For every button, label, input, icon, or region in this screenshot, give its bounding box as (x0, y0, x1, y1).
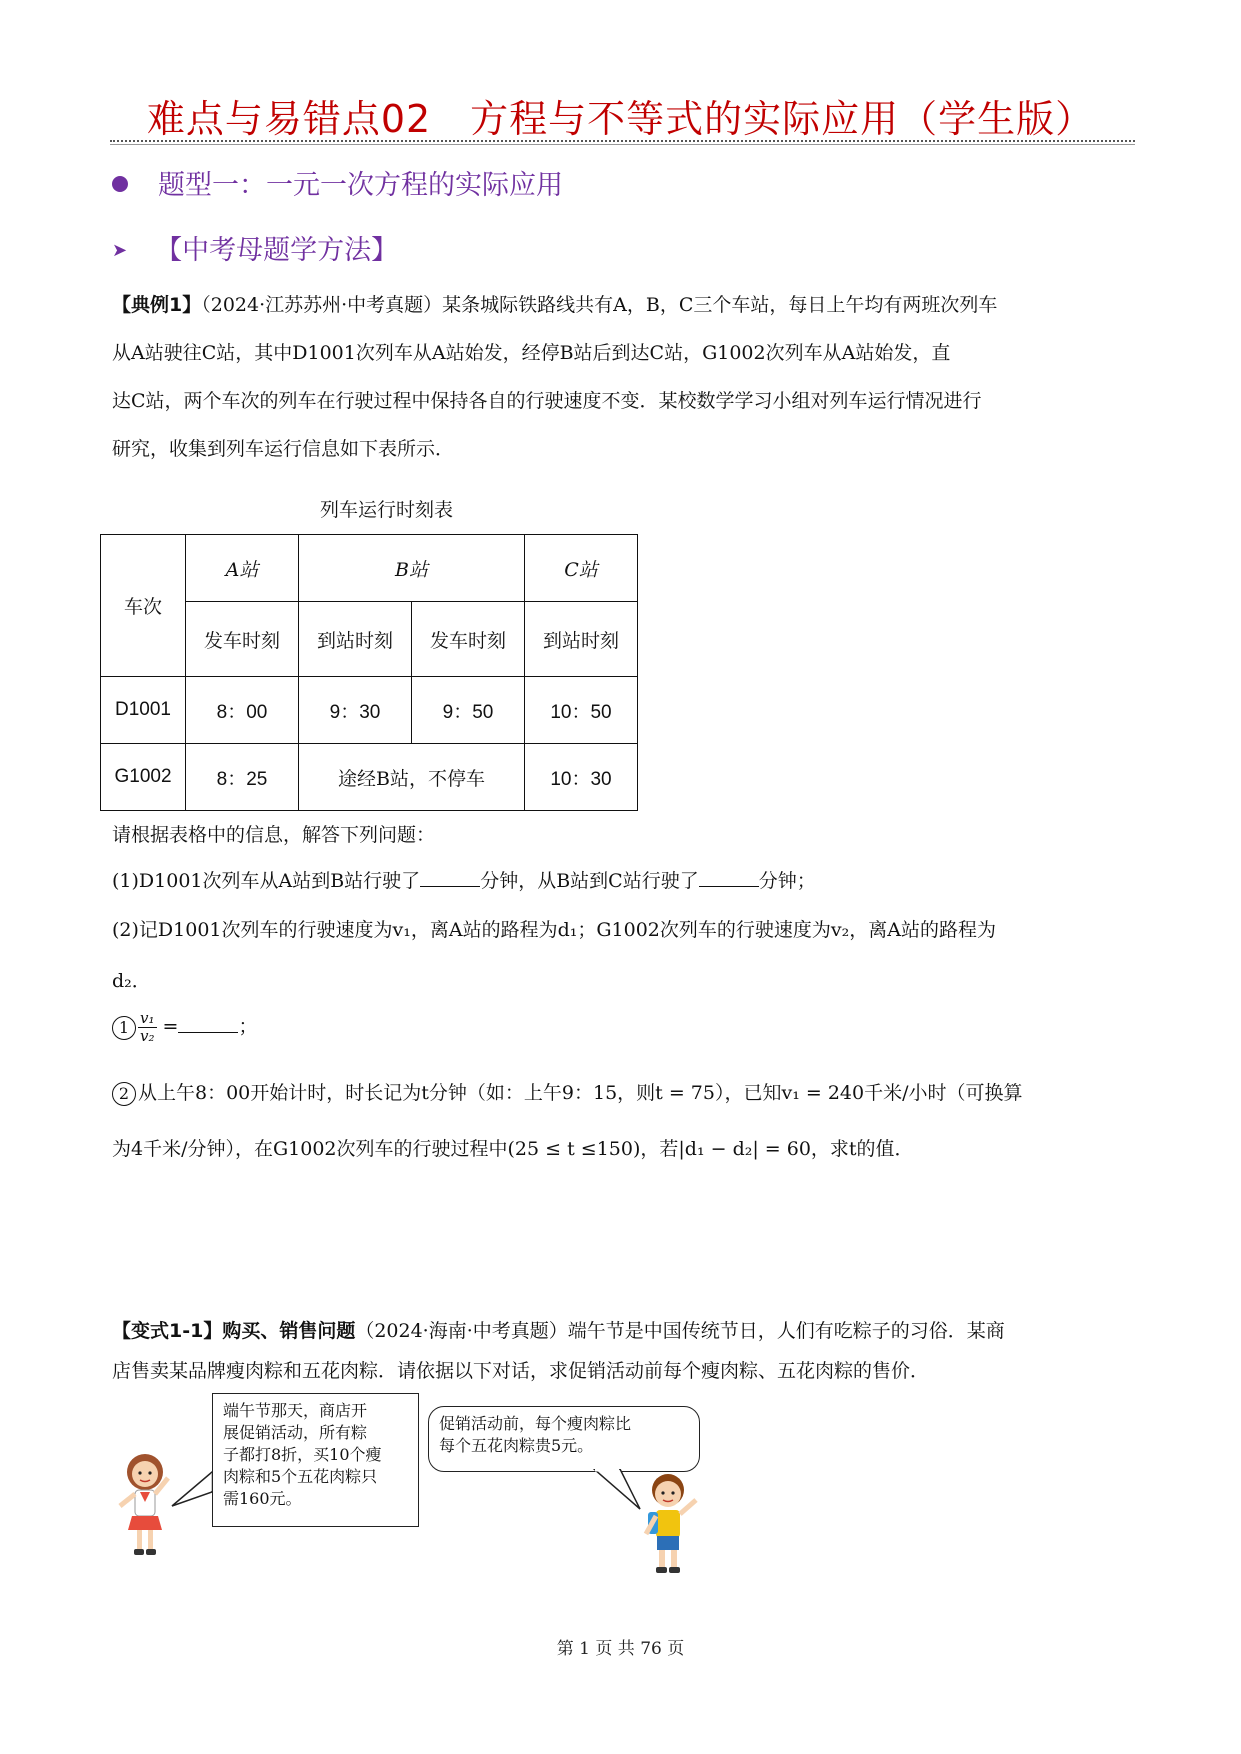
subsection-heading (112, 228, 398, 267)
header-station-a: A站 (186, 535, 299, 602)
variant-text: （2024·海南·中考真题）端午节是中国传统节日，人们有吃粽子的习俗．某商 (355, 1320, 1005, 1342)
page-number: 第 1 页 共 76 页 (556, 1639, 685, 1659)
header-a-depart: 发车时刻 (186, 602, 299, 677)
q2-2-text: 从上午8：00开始计时，时长记为t分钟（如：上午9：15，则t = 75），已知v₁ = 240千米/小时（可换算 (138, 1082, 1023, 1104)
q1-text-b: 分钟，从B站到C站行驶了 (480, 870, 699, 892)
header-c-arrive: 到站时刻 (525, 602, 638, 677)
question-2-2-line-2: 为4千米/分钟），在G1002次列车的行驶过程中(25 ≤ t ≤150)，若|d₁ − d₂| = 60，求t的值． (112, 1138, 914, 1160)
girl-speech-line: 端午节那天，商店开 (223, 1401, 368, 1420)
cell-c-arrive: 10：30 (525, 744, 638, 811)
table-caption: 列车运行时刻表 (320, 499, 454, 521)
boy-speech-line: 每个五花肉粽贵5元。 (439, 1436, 594, 1455)
cell-a-depart: 8：00 (186, 677, 299, 744)
example-line-4: 研究，收集到列车运行信息如下表所示． (112, 438, 455, 460)
example-label: 【典例1】 (112, 294, 202, 316)
question-1 (112, 866, 1132, 893)
subsection-heading-text: 【中考母题学方法】 (155, 235, 399, 266)
variant-line-2: 店售卖某品牌瘦肉粽和五花肉粽．请依据以下对话，求促销活动前每个瘦肉粽、五花肉粽的售价． (112, 1360, 930, 1382)
question-2-line-1: (2)记D1001次列车的行驶速度为v₁，离A站的路程为d₁；G1002次列车的行驶速度为v₂，离A站的路程为 (112, 919, 996, 941)
arrow-bullet-icon: ➤ (112, 240, 128, 261)
title-divider (110, 140, 1135, 142)
circled-number-2: 2 (112, 1082, 136, 1106)
girl-speech-line: 肉粽和5个五花肉粽只 (223, 1467, 378, 1486)
q1-text-a: (1)D1001次列车从A站到B站行驶了 (112, 870, 421, 892)
header-station-c: C站 (525, 535, 638, 602)
question-2-line-2: d₂． (112, 970, 151, 992)
variant-label: 【变式1-1】购买、销售问题 (112, 1320, 356, 1342)
variant-line-1 (112, 1316, 1132, 1343)
circled-number-1: 1 (112, 1016, 136, 1040)
header-station-b: B站 (299, 535, 525, 602)
timetable (100, 534, 638, 811)
ratio-denominator: v₂ (140, 1027, 155, 1045)
girl-speech-line: 需160元。 (223, 1489, 302, 1508)
ratio-numerator: v₁ (140, 1009, 155, 1027)
answer-blank (699, 870, 759, 887)
header-b-depart: 发车时刻 (412, 602, 525, 677)
header-b-arrive: 到站时刻 (299, 602, 412, 677)
section-heading-text: 题型一：一元一次方程的实际应用 (158, 170, 563, 201)
table-row (101, 677, 638, 744)
example-line-3: 达C站，两个车次的列车在行驶过程中保持各自的行驶速度不变．某校数学学习小组对列车运行情况进行 (112, 390, 982, 412)
girl-speech-line: 子都打8折，买10个瘦 (223, 1445, 382, 1464)
equals-sign: = (162, 1015, 179, 1038)
girl-speech-line: 展促销活动，所有粽 (223, 1423, 368, 1442)
section-heading (112, 163, 563, 202)
cell-b-arrive: 9：30 (299, 677, 412, 744)
question-2-2-line-1 (112, 1078, 1132, 1106)
header-train: 车次 (101, 535, 186, 677)
questions-intro: 请根据表格中的信息，解答下列问题： (112, 824, 436, 846)
velocity-ratio (138, 1010, 157, 1045)
question-2-1 (112, 1010, 1132, 1045)
answer-blank (420, 870, 480, 887)
cell-train: D1001 (101, 677, 186, 744)
cell-b-depart: 9：50 (412, 677, 525, 744)
q2-1-end: ； (238, 1015, 258, 1038)
boy-speech-bubble (428, 1406, 700, 1472)
answer-blank (178, 1016, 238, 1033)
page-title: 难点与易错点02 方程与不等式的实际应用（学生版） (146, 97, 1095, 141)
example-text: （2024·江苏苏州·中考真题）某条城际铁路线共有A，B，C三个车站，每日上午均有两班次列车 (201, 294, 998, 316)
example-line-1 (112, 290, 1132, 317)
cell-train: G1002 (101, 744, 186, 811)
boy-illustration (632, 1470, 710, 1582)
example-line-2: 从A站驶往C站，其中D1001次列车从A站始发，经停B站后到达C站，G1002次列车从A站始发，直 (112, 342, 951, 364)
cell-c-arrive: 10：50 (525, 677, 638, 744)
girl-speech-bubble (212, 1393, 419, 1527)
cell-b-note: 途经B站，不停车 (299, 744, 525, 811)
boy-speech-line: 促销活动前，每个瘦肉粽比 (439, 1414, 632, 1433)
table-row (101, 744, 638, 811)
bullet-icon (112, 176, 128, 192)
cell-a-depart: 8：25 (186, 744, 299, 811)
title-divider-line (110, 144, 1135, 145)
q1-text-c: 分钟； (758, 870, 816, 892)
